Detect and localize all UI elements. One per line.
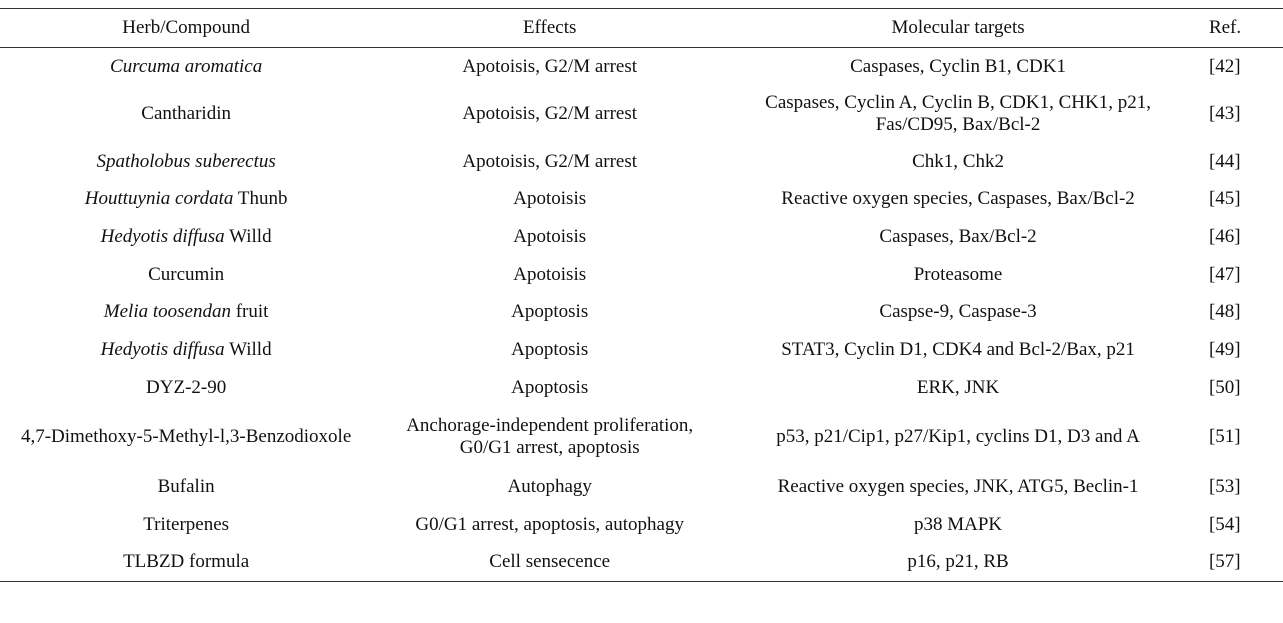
table-row (0, 407, 1283, 468)
cell-herb (0, 506, 372, 544)
cell-ref: [44] (1208, 150, 1241, 172)
cell-effects: Apotoisis, G2/M arrest (462, 103, 638, 124)
herb-name: TLBZD formula (123, 551, 250, 573)
table-body (0, 48, 1283, 582)
cell-herb (0, 256, 372, 294)
table-row (0, 86, 1283, 143)
cell-herb (0, 181, 372, 218)
cell-effects: Apotoisis (513, 225, 587, 247)
cell-effects: Apotoisis (513, 263, 587, 285)
header-targets: Molecular targets (727, 9, 1189, 48)
cell-targets: Caspases, Cyclin A, Cyclin B, CDK1, CHK1, p21, Fas/CD95, Bax/Bcl-2 (765, 92, 1151, 135)
cell-targets: p53, p21/Cip1, p27/Kip1, cyclins D1, D3 and A (776, 426, 1140, 447)
header-row (0, 9, 1283, 48)
header-herb: Herb/Compound (0, 9, 372, 48)
cell-herb (0, 218, 372, 256)
herb-species-name: Melia toosendan (103, 301, 231, 322)
cell-effects: Apotoisis (513, 188, 587, 209)
cell-targets: Chk1, Chk2 (912, 150, 1004, 172)
herb-species-name: Curcuma aromatica (110, 55, 263, 77)
cell-targets: STAT3, Cyclin D1, CDK4 and Bcl-2/Bax, p21 (781, 338, 1135, 360)
cell-ref: [46] (1208, 225, 1241, 247)
cell-herb (0, 544, 372, 582)
cell-targets: p38 MAPK (913, 513, 1003, 535)
table-row (0, 294, 1283, 331)
cell-effects: Cell sensecence (372, 544, 727, 582)
cell-ref: [45] (1208, 188, 1241, 209)
cell-herb (0, 86, 372, 143)
herb-compound-table (0, 8, 1283, 582)
cell-ref: [43] (1208, 103, 1241, 124)
table-row (0, 468, 1283, 506)
cell-effects: Autophagy (507, 475, 592, 497)
table-row (0, 369, 1283, 407)
table-row (0, 218, 1283, 256)
cell-targets: p16, p21, RB (727, 544, 1189, 582)
herb-species-name: Hedyotis diffusa (100, 338, 225, 360)
herb-name: 4,7-Dimethoxy-5-Methyl-l,3-Benzodioxole (20, 426, 352, 447)
cell-ref: [57] (1189, 544, 1283, 582)
cell-herb (0, 331, 372, 369)
herb-name: Curcumin (148, 263, 225, 285)
cell-targets: Caspse-9, Caspase-3 (879, 301, 1037, 322)
herb-name-suffix: Willd (224, 338, 272, 360)
herb-name: Cantharidin (141, 103, 231, 124)
cell-ref: [51] (1208, 426, 1241, 447)
herb-name: Bufalin (157, 475, 215, 497)
cell-ref: [54] (1208, 513, 1241, 535)
table-row (0, 48, 1283, 86)
herb-species-name: Spatholobus suberectus (96, 150, 276, 172)
cell-ref: [47] (1208, 263, 1241, 285)
cell-targets: Caspases, Bax/Bcl-2 (879, 225, 1037, 247)
cell-herb (0, 407, 372, 468)
cell-targets: Reactive oxygen species, Caspases, Bax/Bcl-2 (781, 188, 1135, 209)
cell-targets: Reactive oxygen species, JNK, ATG5, Beclin-1 (777, 475, 1139, 497)
cell-effects: Apoptosis (511, 338, 589, 360)
cell-effects: Apoptosis (511, 301, 589, 322)
cell-herb (0, 143, 372, 181)
table-row (0, 143, 1283, 181)
cell-ref: [50] (1208, 376, 1241, 398)
header-ref: Ref. (1189, 9, 1283, 48)
cell-herb (0, 294, 372, 331)
cell-targets: Caspases, Cyclin B1, CDK1 (850, 55, 1066, 77)
cell-effects: Apotoisis, G2/M arrest (462, 150, 638, 172)
herb-species-name: Hedyotis diffusa (100, 225, 225, 247)
cell-effects: Apoptosis (511, 376, 589, 398)
herb-name: DYZ-2-90 (146, 376, 227, 398)
cell-herb (0, 369, 372, 407)
cell-effects: Anchorage-independent proliferation, G0/G1 arrest, apoptosis (406, 415, 694, 458)
herb-species-name: Houttuynia cordata (84, 188, 234, 209)
herb-name-suffix: Willd (224, 225, 272, 247)
table-row (0, 544, 1283, 582)
table-row (0, 506, 1283, 544)
cell-ref: [42] (1208, 55, 1241, 77)
herb-name-suffix: Thunb (233, 188, 288, 209)
cell-ref: [49] (1208, 338, 1241, 360)
cell-ref: [48] (1208, 301, 1241, 322)
cell-ref: [53] (1208, 475, 1241, 497)
cell-herb (0, 48, 372, 86)
herb-name: Triterpenes (143, 513, 230, 535)
cell-targets: ERK, JNK (916, 376, 1000, 398)
herb-name-suffix: fruit (230, 301, 269, 322)
table-row (0, 256, 1283, 294)
cell-targets: Proteasome (913, 263, 1003, 285)
header-effects: Effects (372, 9, 727, 48)
cell-effects: G0/G1 arrest, apoptosis, autophagy (415, 513, 684, 535)
cell-effects: Apotoisis, G2/M arrest (462, 55, 638, 77)
table-row (0, 181, 1283, 218)
cell-herb (0, 468, 372, 506)
table-row (0, 331, 1283, 369)
